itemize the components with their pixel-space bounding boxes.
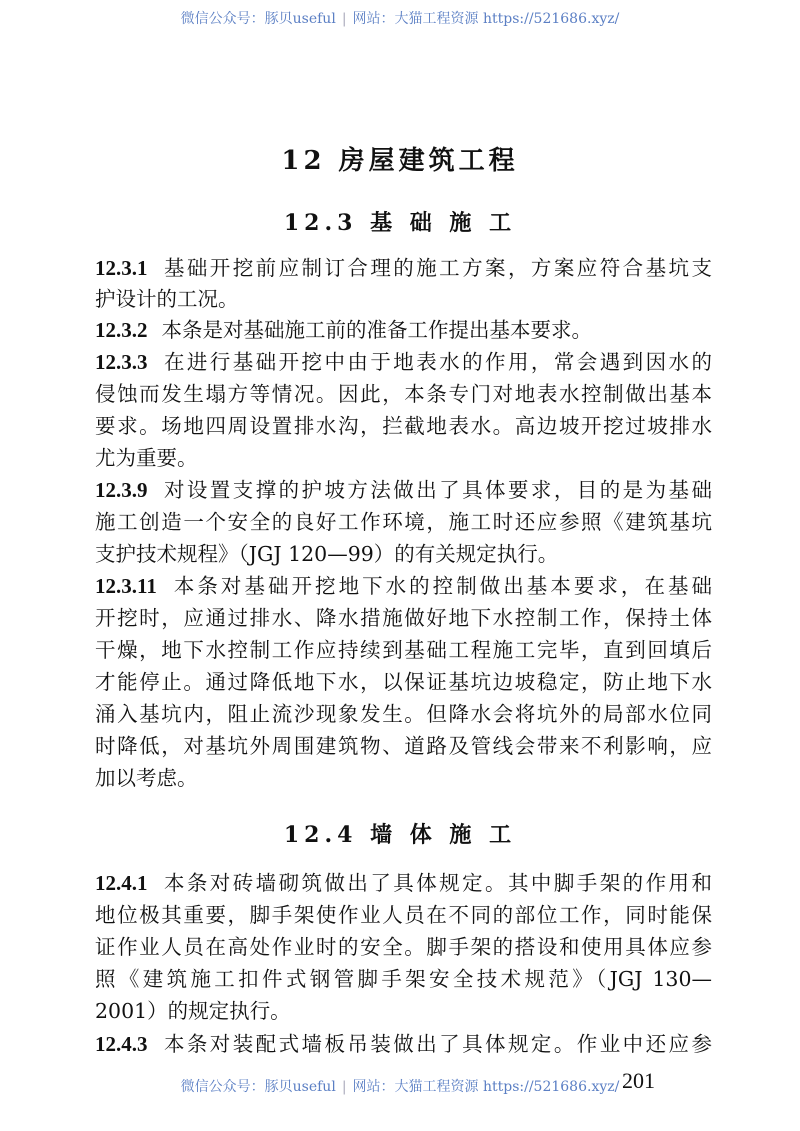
clause-line xyxy=(95,507,712,537)
clause-text: 证作业人员在高处作业时的安全。脚手架的搭设和使用具体应参 xyxy=(95,935,712,959)
clause-line xyxy=(95,635,712,665)
watermark-text: 微信公众号：豚贝useful xyxy=(180,1079,336,1095)
clause-text: 支护技术规程》（JGJ 120—99）的有关规定执行。 xyxy=(95,542,559,566)
chapter-title: 12 房屋建筑工程 xyxy=(281,146,519,176)
clause-line xyxy=(95,996,712,1026)
clause-first-line xyxy=(95,347,712,377)
clause-line xyxy=(95,603,712,633)
clause-line xyxy=(95,900,712,930)
page-number: 201 xyxy=(622,1068,655,1093)
watermark-text: 网站：大猫工程资源 https://521686.xyz/ xyxy=(352,1079,620,1095)
clause-line xyxy=(95,284,712,314)
clause-line xyxy=(95,731,712,761)
watermark-top xyxy=(0,8,800,28)
watermark-text: 微信公众号：豚贝useful xyxy=(180,11,336,27)
clause-number: 12.3.11 xyxy=(95,574,157,598)
clause-number: 12.4.3 xyxy=(95,1032,148,1056)
clause-text: 本条是对基础施工前的准备工作提出基本要求。 xyxy=(161,318,592,342)
clause-first-line xyxy=(95,475,712,505)
clause-first-line xyxy=(95,571,712,601)
clause-line xyxy=(95,539,712,569)
clause-text: 要求。场地四周设置排水沟，拦截地表水。高边坡开挖过坡排水 xyxy=(95,414,712,438)
clause-line xyxy=(95,699,712,729)
clause-text: 本条对砖墙砌筑做出了具体规定。其中脚手架的作用和 xyxy=(161,871,712,895)
clause-text: 本条对基础开挖地下水的控制做出基本要求，在基础 xyxy=(170,574,712,598)
clause-line xyxy=(95,667,712,697)
clause-text: 涌入基坑内，阻止流沙现象发生。但降水会将坑外的局部水位同 xyxy=(95,702,712,726)
clause-text: 照《建筑施工扣件式钢管脚手架安全技术规范》（JGJ 130— xyxy=(95,967,712,991)
clause-text: 对设置支撑的护坡方法做出了具体要求，目的是为基础 xyxy=(161,478,712,502)
section-heading: 12.4 墙 体 施 工 xyxy=(283,822,517,848)
clause-first-line xyxy=(95,1029,712,1059)
section-heading: 12.3 基 础 施 工 xyxy=(283,210,517,236)
clause-number: 12.3.9 xyxy=(95,478,148,502)
clause-number: 12.3.3 xyxy=(95,350,148,374)
clause-text: 施工创造一个安全的良好工作环境，施工时还应参照《建筑基坑 xyxy=(95,510,712,534)
clause-number: 12.4.1 xyxy=(95,871,148,895)
clause-text: 干燥，地下水控制工作应持续到基础工程施工完毕，直到回填后 xyxy=(95,638,712,662)
clause-text: 本条对装配式墙板吊装做出了具体规定。作业中还应参 xyxy=(161,1032,712,1056)
clause-line xyxy=(95,763,712,793)
clause-text: 开挖时，应通过排水、降水措施做好地下水控制工作，保持土体 xyxy=(95,606,712,630)
clause-text: 基础开挖前应制订合理的施工方案，方案应符合基坑支 xyxy=(161,256,712,280)
watermark-bottom xyxy=(0,1076,800,1096)
watermark-text: 网站：大猫工程资源 https://521686.xyz/ xyxy=(352,11,620,27)
clause-text: 地位极其重要，脚手架使作业人员在不同的部位工作，同时能保 xyxy=(95,903,712,927)
clause-text: 加以考虑。 xyxy=(95,766,198,790)
clause-line xyxy=(95,443,712,473)
clause-line xyxy=(95,411,712,441)
watermark-separator: | xyxy=(341,1079,347,1095)
clause-first-line xyxy=(95,315,712,345)
clause-text: 在进行基础开挖中由于地表水的作用，常会遇到因水的 xyxy=(161,350,712,374)
clause-line xyxy=(95,379,712,409)
clause-text: 时降低，对基坑外周围建筑物、道路及管线会带来不利影响，应 xyxy=(95,734,712,758)
clause-text: 尤为重要。 xyxy=(95,446,198,470)
clause-first-line xyxy=(95,868,712,898)
clause-text: 护设计的工况。 xyxy=(95,287,239,311)
clause-first-line xyxy=(95,253,712,283)
clause-number: 12.3.2 xyxy=(95,318,148,342)
clause-number: 12.3.1 xyxy=(95,256,148,280)
clause-text: 才能停止。通过降低地下水，以保证基坑边坡稳定，防止地下水 xyxy=(95,670,712,694)
clause-text: 2001）的规定执行。 xyxy=(95,999,291,1023)
clause-line xyxy=(95,932,712,962)
clause-text: 侵蚀而发生塌方等情况。因此，本条专门对地表水控制做出基本 xyxy=(95,382,712,406)
watermark-separator: | xyxy=(341,11,347,27)
clause-line xyxy=(95,964,712,994)
